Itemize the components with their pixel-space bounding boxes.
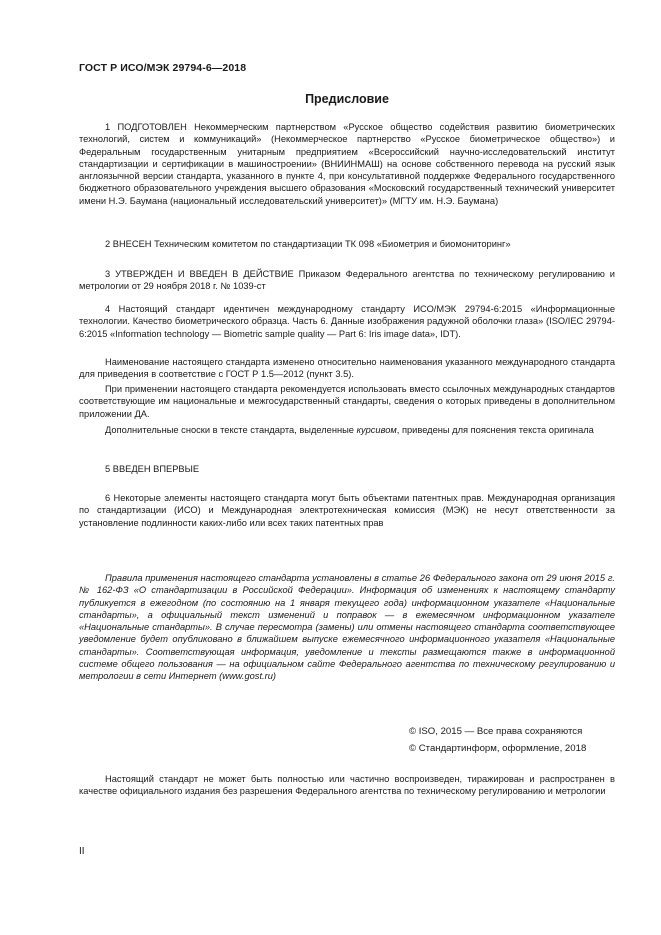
footnotes-text-italic: курсивом [356, 425, 397, 435]
page-title: Предисловие [305, 92, 389, 106]
reproduction-notice: Настоящий стандарт не может быть полностью или частично воспроизведен, тиражирован и распространен в качестве официального издания без разрешения Федерального агентства по техническому регулированию и метрологии [79, 774, 615, 797]
paragraph-4c-footnotes [79, 424, 615, 436]
paragraph-1-prepared: 1 ПОДГОТОВЛЕН Некоммерческим партнерством «Русское общество содействия развитию биометрических технологий, систем и коммуникаций» (Некоммерческое партнерство «Русское биометрическое общество») и Федеральным государственным унитарным предприятием «Всероссийский научно-исследовательский институт стандартизации и сертификации в машиностроении» (ВНИИНМАШ) на основе собственного перевода на русский язык англоязычной версии стандарта, указанного в пункте 4, при консультативной поддержке Федерального государственного бюджетного образовательного учреждения высшего образования «Московский государственный технический университет имени Н.Э. Баумана (национальный исследовательский университет)» (МГТУ им. Н.Э. Баумана) [79, 122, 615, 206]
paragraph-4-identical: 4 Настоящий стандарт идентичен международному стандарту ИСО/МЭК 29794-6:2015 «Информационные технологии. Качество биометрического образца. Часть 6. Данные изображения радужной оболочки глаза» (ISO/IEC 29794-6:2015 «Information technology — Biometric sample quality — Part 6: Iris image data», IDT). [79, 304, 615, 339]
footnotes-text-post: , приведены для пояснения текста оригинала [396, 425, 594, 435]
footnotes-text-pre: Дополнительные сноски в тексте стандарта, выделенные [105, 425, 357, 435]
copyright-iso: © ISO, 2015 — Все права сохраняются [409, 726, 583, 737]
rules-of-application: Правила применения настоящего стандарта установлены в статье 26 Федерального закона от 29 июня 2015 г. № 162-ФЗ «О стандартизации в Российской Федерации». Информация об изменениях к настоящему стандарту публикуется в ежегодном (по состоянию на 1 января текущего года) информационном указателе «Национальные стандарты», а официальный текст изменений и поправок — в ежемесячном информационном указателе «Национальные стандарты». В случае пересмотра (замены) или отмены настоящего стандарта соответствующее уведомление будет опубликовано в ближайшем выпуске ежемесячного информационного указателя «Национальные стандарты». Соответствующая информация, уведомление и тексты размещаются также в информационной системе общего пользования — на официальном сайте Федерального агентства по техническому регулированию и метрологии в сети Интернет (www.gost.ru) [79, 573, 615, 682]
paragraph-4a-name-change: Наименование настоящего стандарта изменено относительно наименования указанного международного стандарта для приведения в соответствие с ГОСТ Р 1.5—2012 (пункт 3.5). [79, 357, 615, 380]
paragraph-2-submitted: 2 ВНЕСЕН Техническим комитетом по стандартизации ТК 098 «Биометрия и биомониторинг» [105, 239, 511, 249]
paragraph-3-approved: 3 УТВЕРЖДЕН И ВВЕДЕН В ДЕЙСТВИЕ Приказом Федерального агентства по техническому регулированию и метрологии от 29 ноября 2018 г. № 1039-ст [79, 269, 615, 292]
paragraph-6-patents: 6 Некоторые элементы настоящего стандарта могут быть объектами патентных прав. Международная организация по стандартизации (ИСО) и Международная электротехническая комиссия (МЭК) не несут ответственности за установление подлинности каких-либо или всех таких патентных прав [79, 493, 615, 528]
paragraph-5-introduced: 5 ВВЕДЕН ВПЕРВЫЕ [105, 464, 200, 474]
standard-code: ГОСТ Р ИСО/МЭК 29794-6—2018 [79, 62, 247, 74]
paragraph-4b-references: При применении настоящего стандарта рекомендуется использовать вместо ссылочных международных стандартов соответствующие им национальные и межгосударственный стандарты, сведения о которых приведены в дополнительном приложении ДА. [79, 384, 615, 419]
page-number: II [79, 846, 85, 857]
copyright-standartinform: © Стандартинформ, оформление, 2018 [409, 743, 587, 754]
